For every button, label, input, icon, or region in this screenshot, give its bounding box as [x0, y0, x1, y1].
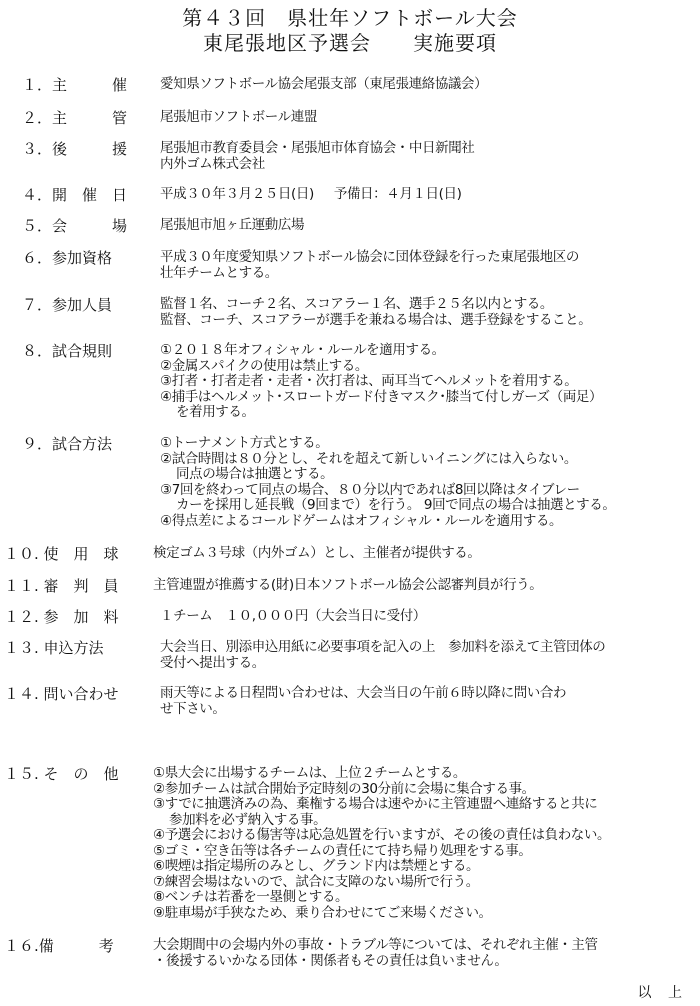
content-line: ④得点差によるコールドゲームはオフィシャル・ルールを適用する。 [160, 512, 563, 529]
item-content [160, 218, 696, 234]
content-line: ④捕手はヘルメット･スロートガード付きマスク･膝当て付しガーズ（両足） [160, 388, 603, 405]
item-content [160, 297, 696, 328]
item-content [160, 77, 696, 93]
content-line: ⑧ベンチは若番を一塁側とする。 [153, 889, 349, 905]
content-line: 参加料を必ず納入する事。 [169, 811, 327, 828]
content-line: を着用する。 [176, 404, 255, 420]
closing-mark: 以 上 [637, 985, 688, 1001]
item-content [160, 141, 696, 172]
content-line: １チーム １０,０００円（大会当日に受付） [160, 608, 426, 624]
content-line: ①２０１８年オフィシャル・ルールを適用する。 [160, 342, 445, 358]
content-line: 雨天等による日程問い合わせは、大会当日の午前６時以降に問い合わ [160, 685, 567, 701]
content-line: ②参加チームは試合開始予定時刻の30分前に会場に集合する事。 [153, 780, 535, 797]
item-label: ９．試合方法 [22, 435, 113, 453]
content-line: ③7回を終わって同点の場合、８０分以内であれば8回以降はタイブレー [160, 481, 580, 498]
item-content [160, 609, 696, 625]
item-content [153, 578, 689, 594]
item-label: ４．開 催 日 [22, 186, 128, 204]
item-content [153, 766, 689, 921]
content-line: ・後援するいかなる団体・関係者もその責任は負いません。 [153, 952, 508, 969]
item-label: １１. 審 判 員 [4, 577, 119, 595]
content-line: 予備日：４月１日(日) [333, 186, 462, 202]
item-label: １５. そ の 他 [4, 765, 119, 783]
content-line: ①県大会に出場するチームは、上位２チームとする。 [153, 765, 467, 781]
title-line-2: 東尾張地区予選会 実施要項 [203, 31, 497, 55]
item-content [160, 187, 696, 203]
item-label: ３．後 援 [22, 140, 128, 158]
item-label: １６.備 考 [4, 937, 114, 955]
item-content [160, 110, 696, 126]
content-line: ⑦練習会場はないので、試合に支障のない場所で行う。 [153, 873, 479, 890]
item-content [160, 686, 696, 717]
content-line: 尾張旭市旭ヶ丘運動広場 [160, 217, 305, 233]
item-label: １３. 申込方法 [4, 639, 104, 657]
content-line: 内外ゴム株式会社 [160, 155, 265, 172]
item-label: ８．試合規則 [22, 342, 113, 360]
item-content [160, 250, 696, 281]
item-label: １４. 問い合わせ [4, 685, 119, 703]
content-line: 主管連盟が推薦する(財)日本ソフトボール協会公認審判員が行う。 [153, 577, 543, 593]
item-content [160, 436, 696, 529]
content-line: ③打者・打者走者・走者・次打者は、両耳当てヘルメットを着用する。 [160, 373, 578, 389]
document-title [0, 6, 700, 56]
item-label: ５．会 場 [22, 217, 128, 235]
item-label: ７．参加人員 [22, 296, 113, 314]
content-line: 受付へ提出する。 [160, 654, 265, 671]
content-line: 壮年チームとする。 [160, 264, 278, 281]
item-content [160, 640, 696, 671]
item-content [153, 938, 689, 969]
item-label: １２. 参 加 料 [4, 608, 119, 626]
content-line: 監督１名、コーチ２名、スコアラー１名、選手２５名以内とする。 [160, 296, 553, 312]
content-line: ③すでに抽選済みの為、棄権する場合は速やかに主管連盟へ連絡すると共に [153, 796, 598, 812]
title-line-1: 第４３回 県壮年ソフトボール大会 [182, 6, 518, 30]
content-line: 平成３０年度愛知県ソフトボール協会に団体登録を行った東尾張地区の [160, 249, 579, 265]
content-line: 愛知県ソフトボール協会尾張支部（東尾張連絡協議会） [160, 76, 488, 92]
content-line: 尾張旭市ソフトボール連盟 [160, 109, 317, 125]
item-label: ６．参加資格 [22, 249, 113, 267]
content-line: 監督、コーチ、スコアラーが選手を兼ねる場合は、選手登録をすること。 [160, 311, 592, 328]
item-label: １０. 使 用 球 [4, 545, 119, 563]
content-line: 同点の場合は抽選とする。 [176, 466, 334, 482]
content-line: 平成３０年３月２５日(日) [160, 186, 314, 202]
content-line: ①トーナメント方式とする。 [160, 435, 329, 451]
content-line: ⑤ゴミ・空き缶等は各チームの責任にて持ち帰り処理をする事。 [153, 842, 532, 859]
item-content [160, 343, 696, 421]
content-line: せ下さい。 [160, 700, 226, 717]
item-label: ２．主 管 [22, 109, 128, 127]
content-line: カーを採用し延長戦（9回まで）を行う。 9回で同点の場合は抽選とする。 [176, 497, 616, 513]
content-line: ②試合時間は８０分とし、それを超えて新しいイニングには入らない。 [160, 450, 577, 467]
content-line: 大会当日、別添申込用紙に必要事項を記入の上 参加料を添えて主管団体の [160, 639, 606, 655]
content-line: 大会期間中の会場内外の事故・トラブル等については、それぞれ主催・主管 [153, 937, 598, 953]
content-line: ②金属スパイクの使用は禁止する。 [160, 357, 368, 374]
item-label: １．主 催 [22, 76, 128, 94]
content-line: 検定ゴム３号球（内外ゴム）とし、主催者が提供する。 [153, 545, 481, 561]
content-line: ⑨駐車場が手狭なため、乗り合わせにてご来場ください。 [153, 904, 492, 921]
item-content [153, 546, 689, 562]
content-line: 尾張旭市教育委員会・尾張旭市体育協会・中日新聞社 [160, 140, 475, 156]
content-line: ⑥喫煙は指定場所のみとし、グランド内は禁煙とする。 [153, 858, 480, 874]
content-line: ④予選会における傷害等は応急処置を行いますが、その後の責任は負わない。 [153, 827, 611, 843]
